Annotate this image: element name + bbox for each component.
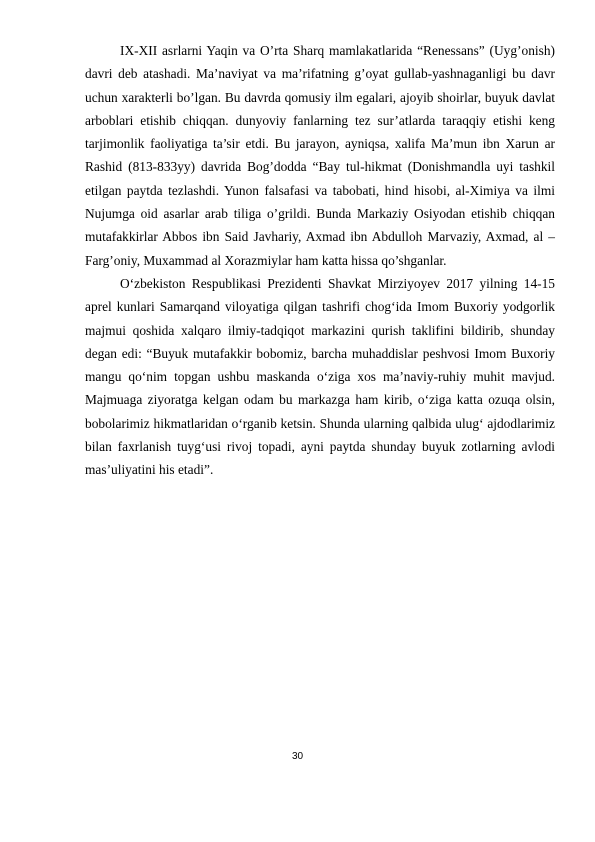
paragraph-president-quote: O‘zbekiston Respublikasi Prezidenti Shavkat Mirziyoyev 2017 yilning 14-15 aprel kunlari Samarqand viloyatiga qilgan tashrifi chog‘ida Imom Buxoriy yodgorlik majmui qoshida xalqaro ilmiy-tadqiqot markazini qurish taklifini bildirib, shunday degan edi: “Buyuk mutafakkir bobomiz, barcha muhaddislar peshvosi Imom Buxoriy mangu qo‘nim topgan ushbu maskanda o‘ziga xos ma’naviy-ruhiy muhit mavjud. Majmuaga ziyoratga kelgan odam bu markazga ham kirib, o‘ziga katta ozuqa olsin, bobolarimiz hikmatlaridan o‘rganib ketsin. Shunda ularning qalbida ulug‘ ajdodlarimiz bilan faxrlanish tuyg‘usi rivoj topadi, ayni paytda shunday buyuk zotlarning avlodi mas’uliyatini his etadi”.	[85, 275, 555, 478]
paragraph-renaissance: IX-XII asrlarni Yaqin va O’rta Sharq mamlakatlarida “Renessans” (Uyg’onish) davri deb atashadi. Ma’naviyat va ma’rifatning g’oyat gullab-yashnaganligi bu davr uchun xarakterli bo’lgan. Bu davrda qomusiy ilm egalari, ajoyib shoirlar, buyuk davlat arboblari etishib chiqqan. dunyoviy fanlarning tez sur’atlarda taraqqiy etishi keng tarjimonlik faoliyatiga ta’sir etdi. Bu jarayon, ayniqsa, xalifa Ma’mun ibn Xarun ar Rashid (813-833yy) davrida Bog’dodda “Bay tul-hikmat (Donishmandla uyi tashkil etilgan paytda tezlashdi. Yunon falsafasi va tabobati, hind hisobi, al-Ximiya va ilmi Nujumga oid asarlar arab tiliga o’grildi. Bunda Markaziy Osiyodan etishib chiqqan mutafakkirlar Abbos ibn Said Javhariy, Axmad ibn Abdulloh Marvaziy, Axmad, al –Farg’oniy, Muxammad al Xorazmiylar ham katta hissa qo’shganlar.	[85, 43, 555, 268]
page-number: 30	[291, 751, 304, 762]
document-page	[85, 39, 555, 482]
